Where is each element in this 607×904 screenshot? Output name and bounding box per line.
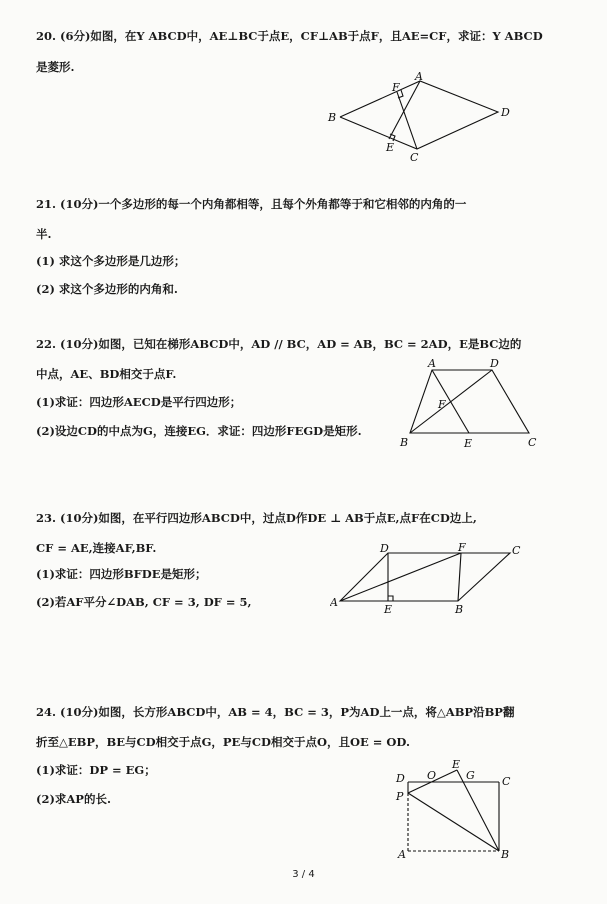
q23-right-angle-E [388,596,393,601]
q20-label-C: C [410,151,419,164]
q24-label-D: D [396,772,405,785]
q23-label-E: E [384,603,393,616]
q23-label-A: A [330,596,338,609]
q20-rhombus [340,81,498,149]
q24-label-P: P [396,790,404,803]
q22-line4: (2)设边CD的中点为G，连接EG．求证：四边形FEGD是矩形. [36,424,362,438]
q23-line4: (2)若AF平分∠DAB, CF = 3, DF = 5, [36,595,252,609]
q21-line3: (1) 求这个多边形是几边形； [36,254,186,268]
q23-label-C: C [512,544,521,557]
q21-line1: 21. (10分)一个多边形的每一个内角都相等，且每个外角都等于和它相邻的内角的一 [36,197,467,211]
q22-label-A: A [428,357,436,370]
q23-line2: CF = AE,连接AF,BF. [36,541,157,555]
q20-label-D: D [501,106,510,119]
q24-label-E: E [452,758,461,771]
q20-segment-CF [397,92,417,149]
q20-figure [320,72,520,164]
q22-label-E: E [464,437,473,450]
q22-line3: (1)求证：四边形AECD是平行四边形； [36,395,242,409]
q24-line2: 折至△EBP，BE与CD相交于点G，PE与CD相交于点O，且OE = OD. [36,735,410,749]
q22-label-C: C [528,436,537,449]
q24-label-B: B [501,848,510,861]
q23-label-B: B [455,603,464,616]
q22-label-D: D [490,357,499,370]
q24-line1: 24. (10分)如图，长方形ABCD中，AB = 4，BC = 3，P为AD上一点，将△ABP沿BP翻 [36,705,515,719]
q21-line2: 半. [36,227,52,241]
q20-label-B: B [328,111,337,124]
q24-line4: (2)求AP的长. [36,792,111,806]
q20-line1: 20. (6分)如图，在Y ABCD中，AE⊥BC于点E，CF⊥AB于点F，且AE=CF，求证：Y ABCD [36,29,543,43]
q22-trapezoid [410,370,529,433]
q23-segment-AF [340,553,461,601]
q23-label-D: D [380,542,389,555]
q22-label-B: B [400,436,409,449]
q24-label-A: A [398,848,406,861]
q24-line3: (1)求证：DP = EG； [36,763,156,777]
q21-line4: (2) 求这个多边形的内角和. [36,282,178,296]
q23-line3: (1)求证：四边形BFDE是矩形； [36,567,207,581]
q22-line2: 中点，AE、BD相交于点F. [36,367,177,381]
q24-label-G: G [466,769,475,782]
page-number: 3 / 4 [292,869,315,880]
q22-line1: 22. (10分)如图，已知在梯形ABCD中，AD // BC，AD = AB，BC = 2AD，E是BC边的 [36,337,522,351]
q22-segment-BD [410,370,492,433]
q20-line2: 是菱形. [36,60,75,74]
q23-parallelogram [340,553,510,601]
q22-label-F: F [438,398,446,411]
q23-figure [330,540,530,618]
q20-label-A: A [415,72,423,83]
q24-figure [392,757,522,863]
q20-label-F: F [392,81,400,94]
q24-segment-PB [408,793,499,851]
q24-label-C: C [502,775,511,788]
q22-figure [398,356,558,454]
q23-segment-BF [458,553,461,601]
q23-line1: 23. (10分)如图，在平行四边形ABCD中，过点D作DE ⊥ AB于点E,点F在CD边上, [36,511,477,525]
q23-label-F: F [458,541,466,554]
q24-label-O: O [427,769,437,782]
q20-label-E: E [386,141,395,154]
